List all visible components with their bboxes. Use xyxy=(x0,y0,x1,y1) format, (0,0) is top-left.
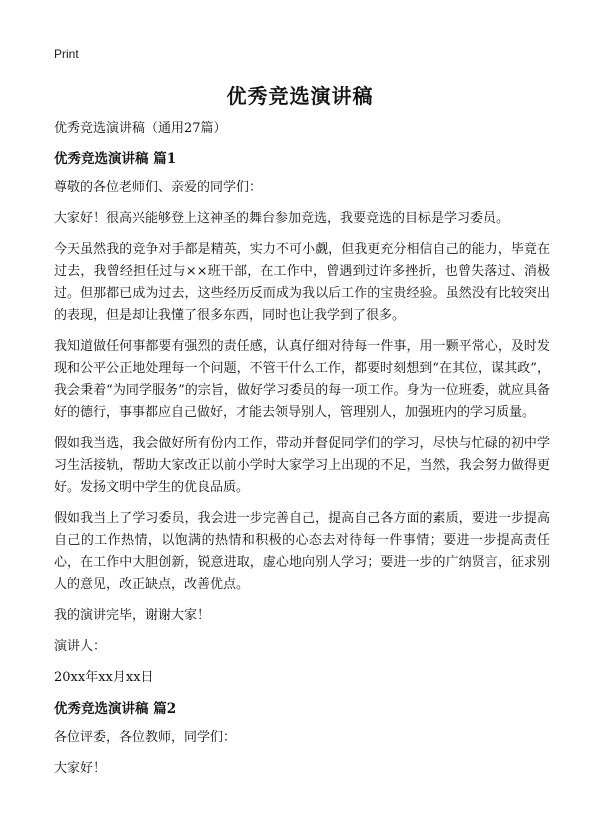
salutation: 各位评委，各位教师，同学们： xyxy=(54,730,237,745)
closing-line: 我的演讲完毕，谢谢大家！ xyxy=(54,608,211,623)
paragraph: 假如我当选，我会做好所有份内工作，带动并督促同学们的学习，尽快与忙碌的初中学习生活接轨，帮助大家改正以前小学时大家学习上出现的不足，当然，我会努力做得更好。发扬文明中学生的优良品质。 xyxy=(54,436,550,495)
paragraph: 今天虽然我的竞争对手都是精英，实力不可小觑，但我更充分相信自己的能力，毕竟在过去，我曾经担任过与××班干部，在工作中，曾遇到过许多挫折，也曾失落过、消极过。但那都已成为过去，这些经历反而成为我以后工作的宝贵经验。虽然没有比较突出的表现，但是却让我懂了很多东西，同时也让我学到了很多。 xyxy=(54,242,550,323)
salutation: 尊敬的各位老师们、亲爱的同学们： xyxy=(54,180,263,195)
section-heading: 优秀竞选演讲稿 篇1 xyxy=(54,151,177,167)
section-1 xyxy=(54,148,550,689)
section-heading: 优秀竞选演讲稿 篇2 xyxy=(54,701,177,717)
speaker-line: 演讲人： xyxy=(54,639,107,654)
paragraph: 我知道做任何事都要有强烈的责任感，认真仔细对待每一件事，用一颗平常心，及时发现和公平公正地处理每一个问题，不管干什么工作，都要时刻想到“在其位，谋其政”，我会秉着“为同学服务”的宗旨，做好学习委员的每一项工作。身为一位班委，就应具备好的德行，事事都应自己做好，才能去领导别人，管理别人，加强班内的学习质量。 xyxy=(54,339,550,420)
paragraph: 大家好！ xyxy=(54,761,107,776)
paragraph: 大家好！很高兴能够登上这神圣的舞台参加竞选，我要竞选的目标是学习委员。 xyxy=(54,211,510,226)
print-link[interactable]: Print xyxy=(54,47,79,61)
page-title: 优秀竞选演讲稿 xyxy=(226,84,374,108)
section-2 xyxy=(54,698,550,780)
document-subtitle: 优秀竞选演讲稿（通用27篇） xyxy=(54,121,227,136)
document-body xyxy=(54,118,550,789)
date-line: 20xx年xx月xx日 xyxy=(54,670,154,685)
paragraph: 假如我当上了学习委员，我会进一步完善自己，提高自己各方面的素质，要进一步提高自己的工作热情，以饱满的热情和积极的心态去对待每一件事情；要进一步提高责任心，在工作中大胆创新，锐意进取，虚心地向别人学习；要进一步的广纳贤言，征求别人的意见，改正缺点，改善优点。 xyxy=(54,511,550,592)
